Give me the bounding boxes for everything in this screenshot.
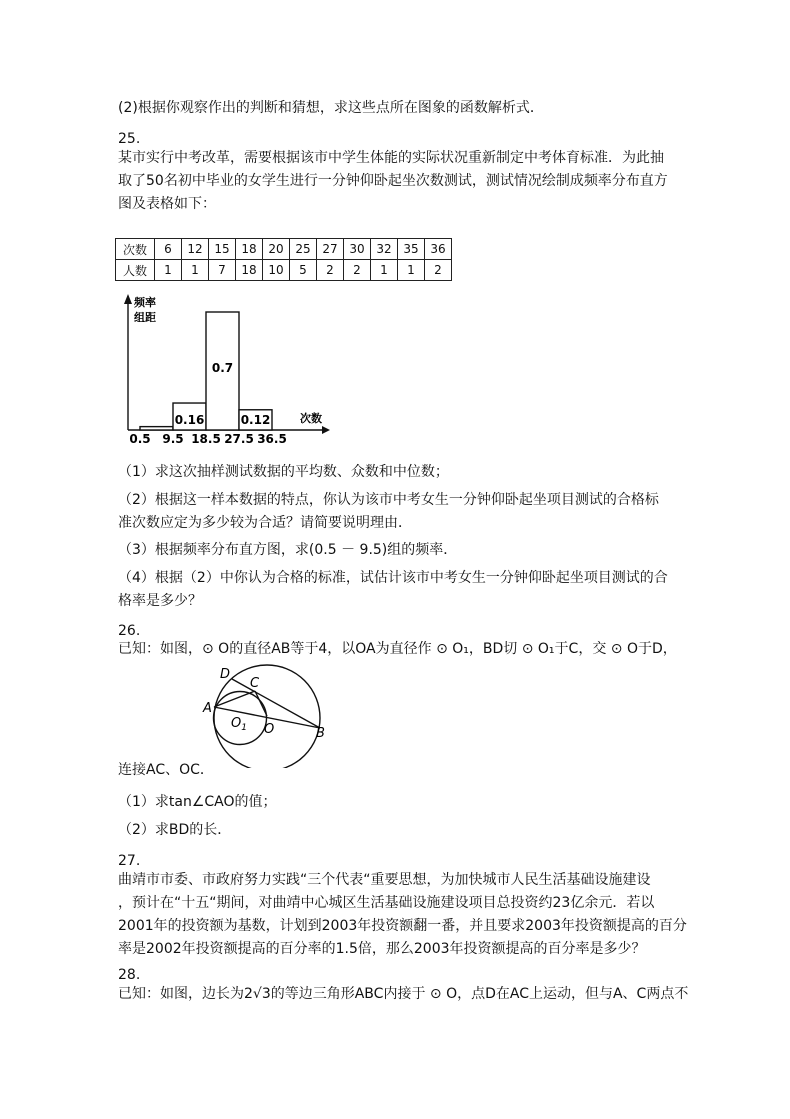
x-tick-label: 27.5: [224, 432, 254, 446]
table-cell: 2: [425, 260, 452, 281]
label-b: B: [316, 726, 325, 741]
table-cell: 15: [209, 239, 236, 260]
table-cell: 6: [155, 239, 182, 260]
bar-value-label: 0.7: [211, 361, 234, 375]
bar-value-label: 0.12: [240, 413, 271, 427]
table-cell: 36: [425, 239, 452, 260]
q25-q4-line2: 格率是多少？: [118, 593, 202, 609]
y-axis-arrow: [124, 294, 132, 304]
label-o1: [231, 716, 247, 733]
q24-part2: (2)根据你观察作出的判断和猜想，求这些点所在图象的函数解析式．: [118, 100, 544, 116]
label-d: D: [220, 667, 231, 682]
table-cell: 2: [344, 260, 371, 281]
q25-q3: （3）根据频率分布直方图，求(0.5 － 9.5)组的频率．: [118, 542, 458, 558]
q27-line1: 曲靖市市委、市政府努力实践“三个代表“重要思想，为加快城市人民生活基础设施建设: [118, 872, 651, 888]
label-a: A: [203, 701, 212, 716]
table-cell: 27: [317, 239, 344, 260]
table-row: [116, 239, 452, 260]
table-cell: 10: [263, 260, 290, 281]
x-tick-label: 0.5: [129, 432, 151, 446]
table-cell: 7: [209, 260, 236, 281]
table-cell: 1: [398, 260, 425, 281]
q28-number: 28.: [118, 967, 141, 983]
label-c: C: [250, 676, 260, 691]
label-o: O: [264, 722, 275, 737]
table-cell: 25: [290, 239, 317, 260]
frequency-histogram: [112, 290, 342, 450]
table-cell: 1: [155, 260, 182, 281]
table-cell: 5: [290, 260, 317, 281]
table-cell: 1: [182, 260, 209, 281]
x-tick-label: 36.5: [257, 432, 287, 446]
q25-intro-2: 取了50名初中毕业的女学生进行一分钟仰卧起坐次数测试，测试情况绘制成频率分布直方: [118, 173, 668, 189]
x-axis-arrow: [322, 426, 330, 434]
q25-intro-3: 图及表格如下：: [118, 196, 216, 212]
table-header-cell: 次数: [116, 239, 155, 260]
q25-q1: （1）求这次抽样测试数据的平均数、众数和中位数；: [118, 464, 449, 480]
q27-line4: 率是2002年投资额提高的百分率的1.5倍，那么2003年投资额提高的百分率是多少？: [118, 941, 646, 957]
table-cell: 1: [371, 260, 398, 281]
q25-q4-line1: （4）根据（2）中你认为合格的标准，试估计该市中考女生一分钟仰卧起坐项目测试的合: [118, 570, 668, 586]
q25-q2-line2: 准次数应定为多少较为合适？请简要说明理由．: [118, 515, 412, 531]
table-header-cell: 人数: [116, 260, 155, 281]
q26-circle-figure: [200, 662, 340, 768]
q26-number: 26.: [118, 623, 141, 639]
q26-q2: （2）求BD的长．: [118, 822, 232, 838]
q26-line1: 已知：如图，⊙ O的直径AB等于4，以OA为直径作 ⊙ O₁，BD切 ⊙ O₁于C，交 ⊙ O于D，: [118, 641, 677, 657]
x-tick-label: 18.5: [191, 432, 221, 446]
table-row: [116, 260, 452, 281]
x-axis-label: 次数: [300, 412, 322, 425]
table-cell: 2: [317, 260, 344, 281]
q25-table: [115, 238, 452, 281]
q25-number: 25.: [118, 131, 141, 147]
q27-line2: ，预计在“十五“期间，对曲靖中心城区生活基础设施建设项目总投资约23亿余元．若以: [118, 895, 655, 911]
q27-number: 27.: [118, 853, 141, 869]
y-axis-label: 频率: [134, 296, 156, 309]
line-bd: [232, 679, 320, 728]
table-cell: 12: [182, 239, 209, 260]
y-axis-label: 组距: [134, 311, 156, 324]
table-cell: 18: [236, 260, 263, 281]
bar-value-label: 0.16: [174, 413, 205, 427]
table-cell: 20: [263, 239, 290, 260]
table-cell: 18: [236, 239, 263, 260]
table-cell: 35: [398, 239, 425, 260]
histogram-bar: [140, 427, 173, 430]
table-cell: 32: [371, 239, 398, 260]
label-o1-sub: 1: [241, 723, 247, 733]
q26-line2: 连接AC、OC．: [118, 762, 214, 778]
q25-intro-1: 某市实行中考改革，需要根据该市中学生体能的实际状况重新制定中考体育标准．为此抽: [118, 150, 664, 166]
q28-line1: 已知：如图，边长为2√3的等边三角形ABC内接于 ⊙ O，点D在AC上运动，但与A、C两点不: [118, 986, 689, 1002]
table-cell: 30: [344, 239, 371, 260]
q26-q1: （1）求tan∠CAO的值；: [118, 794, 277, 810]
label-o1-main: O: [231, 716, 242, 731]
q25-q2-line1: （2）根据这一样本数据的特点，你认为该市中考女生一分钟仰卧起坐项目测试的合格标: [118, 492, 659, 508]
x-tick-label: 9.5: [162, 432, 184, 446]
q27-line3: 2001年的投资额为基数，计划到2003年投资额翻一番，并且要求2003年投资额提高的百分: [118, 918, 687, 934]
